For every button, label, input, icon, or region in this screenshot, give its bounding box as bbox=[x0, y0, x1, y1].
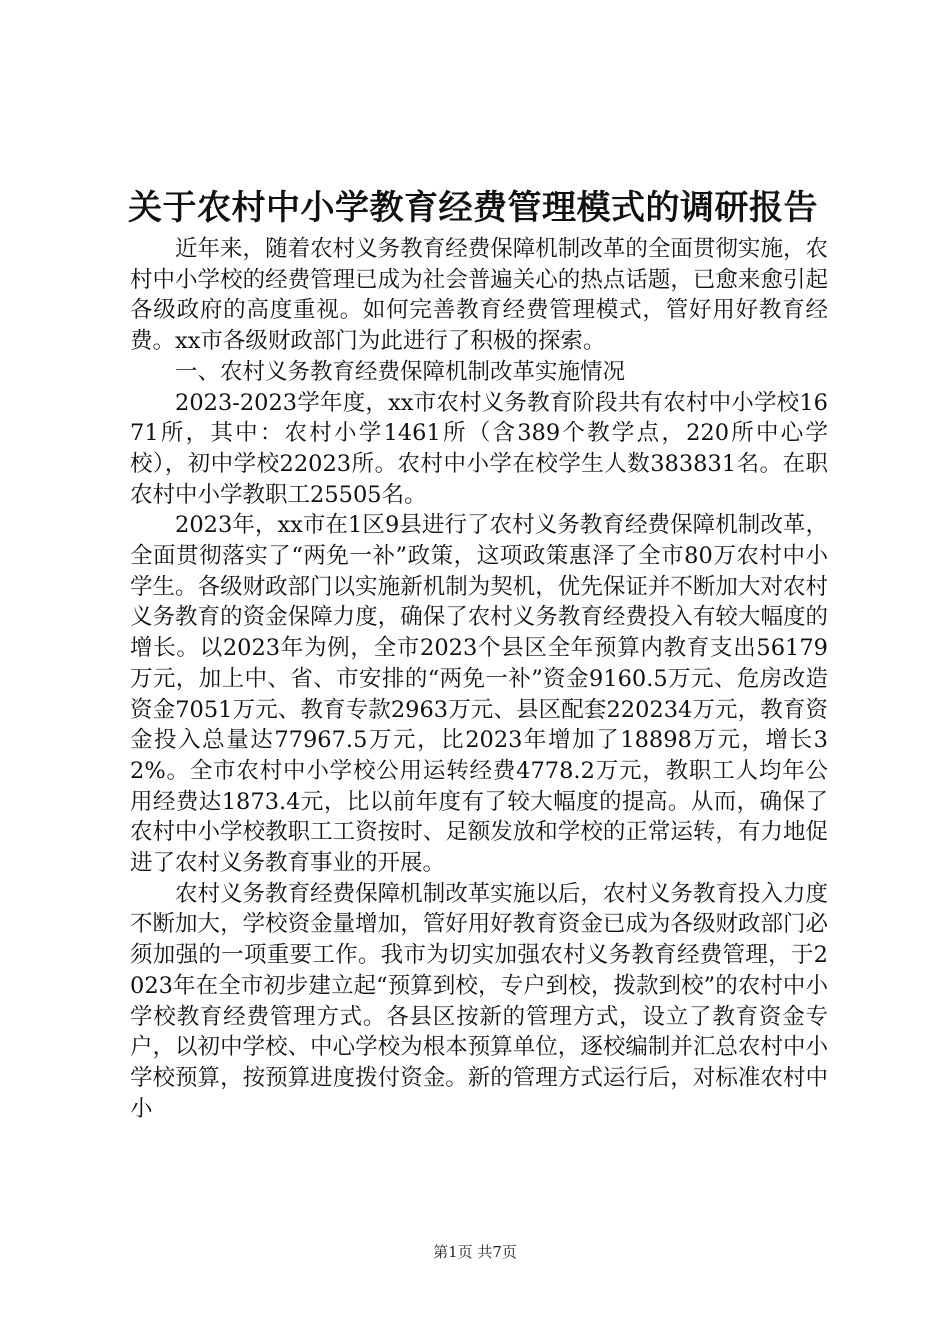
page-number-footer: 第1页 共7页 bbox=[433, 1243, 517, 1261]
paragraph-funding: 2023年，xx市在1区9县进行了农村义务教育经费保障机制改革，全面贯彻落实了“两免一补”政策，这项政策惠泽了全市80万农村中小学生。各级财政部门以实施新机制为契机，优先保证并不断加大对农村义务教育的资金保障力度，确保了农村义务教育经费投入有较大幅度的增长。以2023年为例，全市2023个县区全年预算内教育支出56179万元，加上中、省、市安排的“两免一补”资金9160.5万元、危房改造资金7051万元、教育专款2963万元、县区配套220234万元，教育资金投入总量达77967.5万元，比2023年增加了18898万元，增长32%。全市农村中小学校公用运转经费4778.2万元，教职工人均年公用经费达1873.4元，比以前年度有了较大幅度的提高。从而，确保了农村中小学校教职工工资按时、足额发放和学校的正常运转，有力地促进了农村义务教育事业的开展。 bbox=[130, 512, 828, 877]
document-body bbox=[130, 234, 828, 1124]
paragraph-statistics: 2023-2023学年度，xx市农村义务教育阶段共有农村中小学校1671所，其中：农村小学1461所（含389个教学点，220所中心学校），初中学校22023所。农村中小学在校学生人数383831名。在职农村中小学教职工25505名。 bbox=[130, 389, 828, 508]
paragraph-management: 农村义务教育经费保障机制改革实施以后，农村义务教育投入力度不断加大，学校资金量增加，管好用好教育资金已成为各级财政部门必须加强的一项重要工作。我市为切实加强农村义务教育经费管理，于2023年在全市初步建立起“预算到校，专户到校，拨款到校”的农村中小学校教育经费管理方式。各县区按新的管理方式，设立了教育资金专户，以初中学校、中心学校为根本预算单位，逐校编制并汇总农村中小学校预算，按预算进度拨付资金。新的管理方式运行后，对标准农村中小 bbox=[130, 880, 828, 1122]
document-title: 关于农村中小学教育经费管理模式的调研报告 bbox=[128, 188, 818, 228]
paragraph-intro: 近年来，随着农村义务教育经费保障机制改革的全面贯彻实施，农村中小学校的经费管理已成为社会普遍关心的热点话题，已愈来愈引起各级政府的高度重视。如何完善教育经费管理模式，管好用好教育经费。xx市各级财政部门为此进行了积极的探索。 bbox=[130, 236, 828, 355]
section-heading-1: 一、农村义务教育经费保障机制改革实施情况 bbox=[175, 358, 626, 385]
